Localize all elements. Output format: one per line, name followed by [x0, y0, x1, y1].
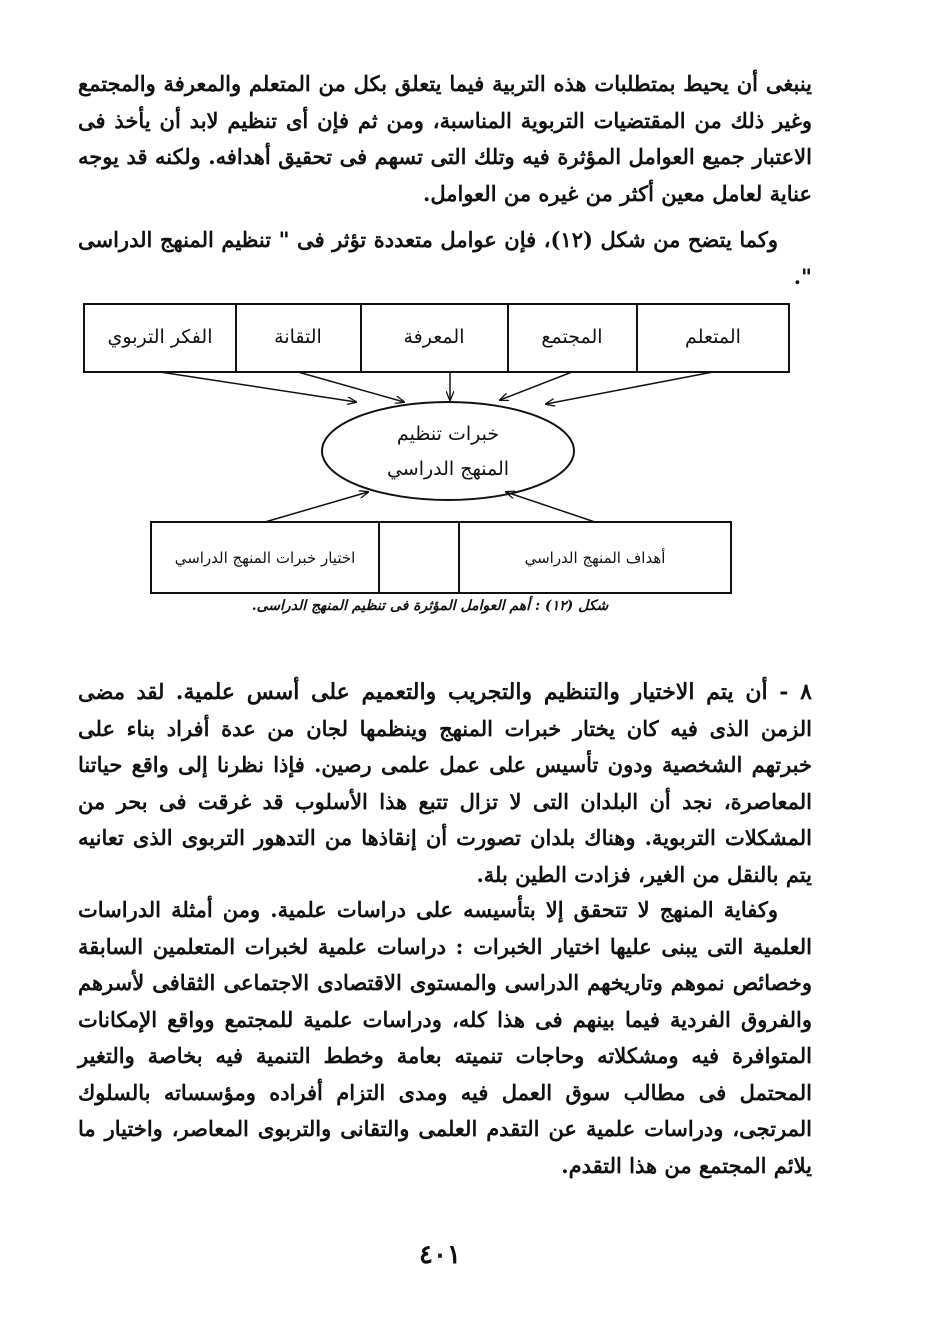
factor-knowledge: المعرفة: [403, 326, 465, 348]
center-ellipse: [322, 402, 574, 500]
objectives-box-label: أهداف المنهج الدراسي: [524, 549, 666, 567]
factor-technology: التقانة: [274, 326, 322, 348]
factor-educational-thought: الفكر التربوي: [107, 326, 213, 348]
section-heading-8: ٨ - أن يتم الاختيار والتنظيم والتجريب والتعميم على أسس علمية.: [175, 679, 812, 705]
paragraph-scientific-studies: وكفاية المنهج لا تتحقق إلا بتأسيسه على دراسات علمية. ومن أمثلة الدراسات العلمية التى يبنى عليها اختيار الخبرات : دراسات علمية لخبرات المتعلمين السابقة وخصائص نموهم وتاريخهم الدراسى والمستوى الاقتصادى الاجتماعى الثقافى لأسرهم والفروق الفردية فيما بينهم فى هذا كله، ودراسات علمية للمجتمع وواقع الإمكانات المتوافرة فيه ومشكلاته وحاجات تنميته بعامة وخطط التنمية فيه بخاصة والتغير المحتمل فى مطالب سوق العمل فيه ومدى التزام أفراده ومؤسساته بالسلوك المرتجى، ودراسات علمية عن التقدم العلمى والتقانى والتربوى المعاصر، واختيار ما يلائم المجتمع من هذا التقدم.: [78, 897, 812, 1178]
bottom-arrows: [265, 492, 595, 522]
figure-caption: شكل (١٢) : أهم العوامل المؤثرة فى تنظيم المنهج الدراسى.: [251, 598, 609, 614]
center-label-line1: خبرات تنظيم: [396, 423, 500, 445]
paragraph-scientific-basis: [78, 674, 812, 893]
paragraph-scientific-basis-body: لقد مضى الزمن الذى فيه كان يختار خبرات المنهج وينظمها لجان من عدة أفراد بناء على خبرتهم الشخصية ودون تأسيس على عمل علمى رصين. فإذا نظرنا إلى واقع حياتنا المعاصرة، نجد أن البلدان التى لا تزال تتبع هذا الأسلوب قد غرقت فى بحر من المشكلات التربوية. وهناك بلدان تصورت أن إنقاذها من التدهور التربوى الذى تعانيه يتم بالنقل من الغير، فزادت الطين بلة.: [78, 679, 812, 887]
center-label-line2: المنهج الدراسي: [386, 458, 510, 480]
selection-box-label: اختيار خبرات المنهج الدراسي: [174, 549, 356, 567]
paragraph-figure-reference: وكما يتضح من شكل (١٢)، فإن عوامل متعددة تؤثر فى " تنظيم المنهج الدراسى ".: [78, 227, 812, 289]
factor-learner: المتعلم: [685, 326, 741, 348]
page-number: ٤٠١: [419, 1240, 461, 1270]
curriculum-factors-diagram: [0, 0, 928, 640]
paragraph-intro: ينبغى أن يحيط بمتطلبات هذه التربية فيما يتعلق بكل من المتعلم والمعرفة والمجتمع وغير ذلك من المقتضيات التربوية المناسبة، ومن ثم فإن أى تنظيم لابد أن يأخذ فى الاعتبار جميع العوامل المؤثرة فيه وتلك التى تسهم فى تحقيق أهدافه. ولكنه قد يوجه عناية لعامل معين أكثر من غيره من العوامل.: [78, 71, 812, 206]
factor-society: المجتمع: [541, 326, 603, 348]
top-arrows: [160, 372, 713, 404]
